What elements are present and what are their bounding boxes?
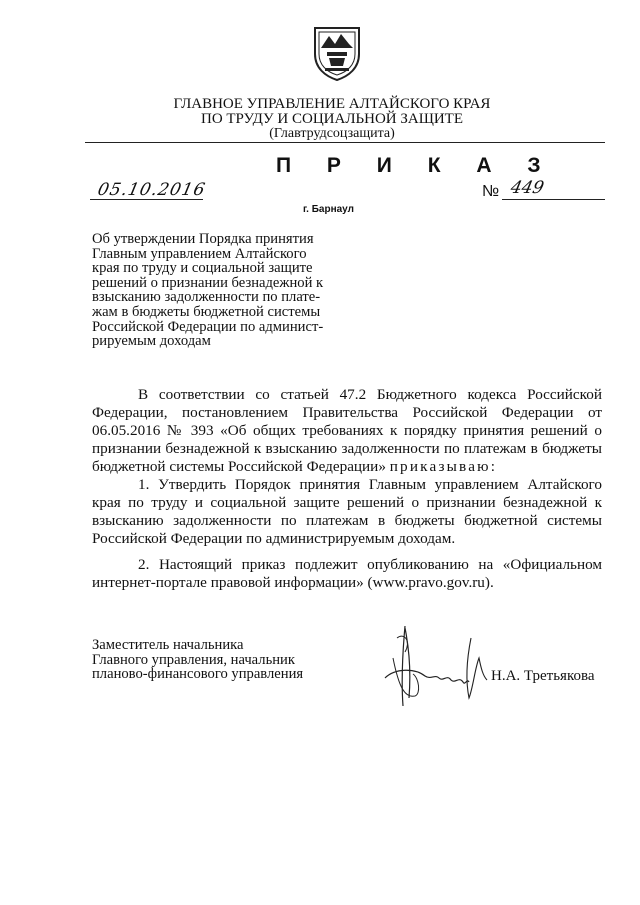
preamble-text: В соответствии со статьей 47.2 Бюджетного кодекса Российской Федерации, постановлением Правительства Российской Федерации от 06.05.2016 № 393 «Об общих требованиях к порядку принятия решений о признании безнадежной к взысканию задолженности по платежам в бюджеты бюджетной системы Российской Федерации»	[92, 386, 602, 475]
header-divider	[85, 142, 605, 143]
org-name-line1: ГЛАВНОЕ УПРАВЛЕНИЕ АЛТАЙСКОГО КРАЯ	[173, 96, 491, 112]
preamble-paragraph	[92, 386, 602, 476]
subject-line: Об утверждении Порядка принятия	[92, 231, 314, 247]
document-number: 449	[508, 178, 546, 198]
document-body	[92, 386, 602, 592]
handwritten-signature	[375, 618, 495, 708]
order-word: приказываю:	[389, 458, 498, 475]
subject-line: рируемым доходам	[92, 333, 211, 350]
order-item-2: 2. Настоящий приказ подлежит опубликованию на «Официальном интернет-портале правовой информации» (www.pravo.gov.ru).	[92, 556, 602, 591]
document-title: П Р И К А З	[276, 154, 556, 177]
order-item-1: 1. Утвердить Порядок принятия Главным управлением Алтайского края по труду и социальной защите решений о признании безнадежной к взысканию задолженности по платежам в бюджеты бюджетной системы Российской Федерации по администрируемым доходам.	[92, 476, 602, 547]
subject-line: Российской Федерации по админист-	[92, 318, 324, 335]
org-name-line2: ПО ТРУДУ И СОЦИАЛЬНОЙ ЗАЩИТЕ	[200, 111, 464, 127]
subject-line: решений о признании безнадежной к	[92, 274, 324, 291]
date-underline	[90, 199, 203, 200]
org-short-name: (Главтрудсоцзащита)	[269, 126, 395, 141]
coat-of-arms-icon	[311, 24, 363, 82]
position-line: Заместитель начальника	[92, 637, 244, 653]
document-subject	[92, 232, 340, 349]
subject-line: взысканию задолженности по плате-	[92, 289, 321, 306]
signatory-name: Н.А. Третьякова	[491, 668, 595, 684]
signatory-position	[92, 638, 303, 682]
document-city: г. Барнаул	[303, 204, 354, 215]
subject-line: Главным управлением Алтайского	[92, 245, 307, 262]
subject-line: жам в бюджеты бюджетной системы	[92, 303, 321, 320]
position-line: планово-финансового управления	[92, 666, 304, 683]
subject-line: края по труду и социальной защите	[92, 260, 313, 277]
position-line: Главного управления, начальник	[92, 651, 295, 668]
number-underline	[502, 199, 605, 200]
number-label: №	[482, 183, 500, 200]
document-date: 05.10.2016	[95, 180, 208, 200]
